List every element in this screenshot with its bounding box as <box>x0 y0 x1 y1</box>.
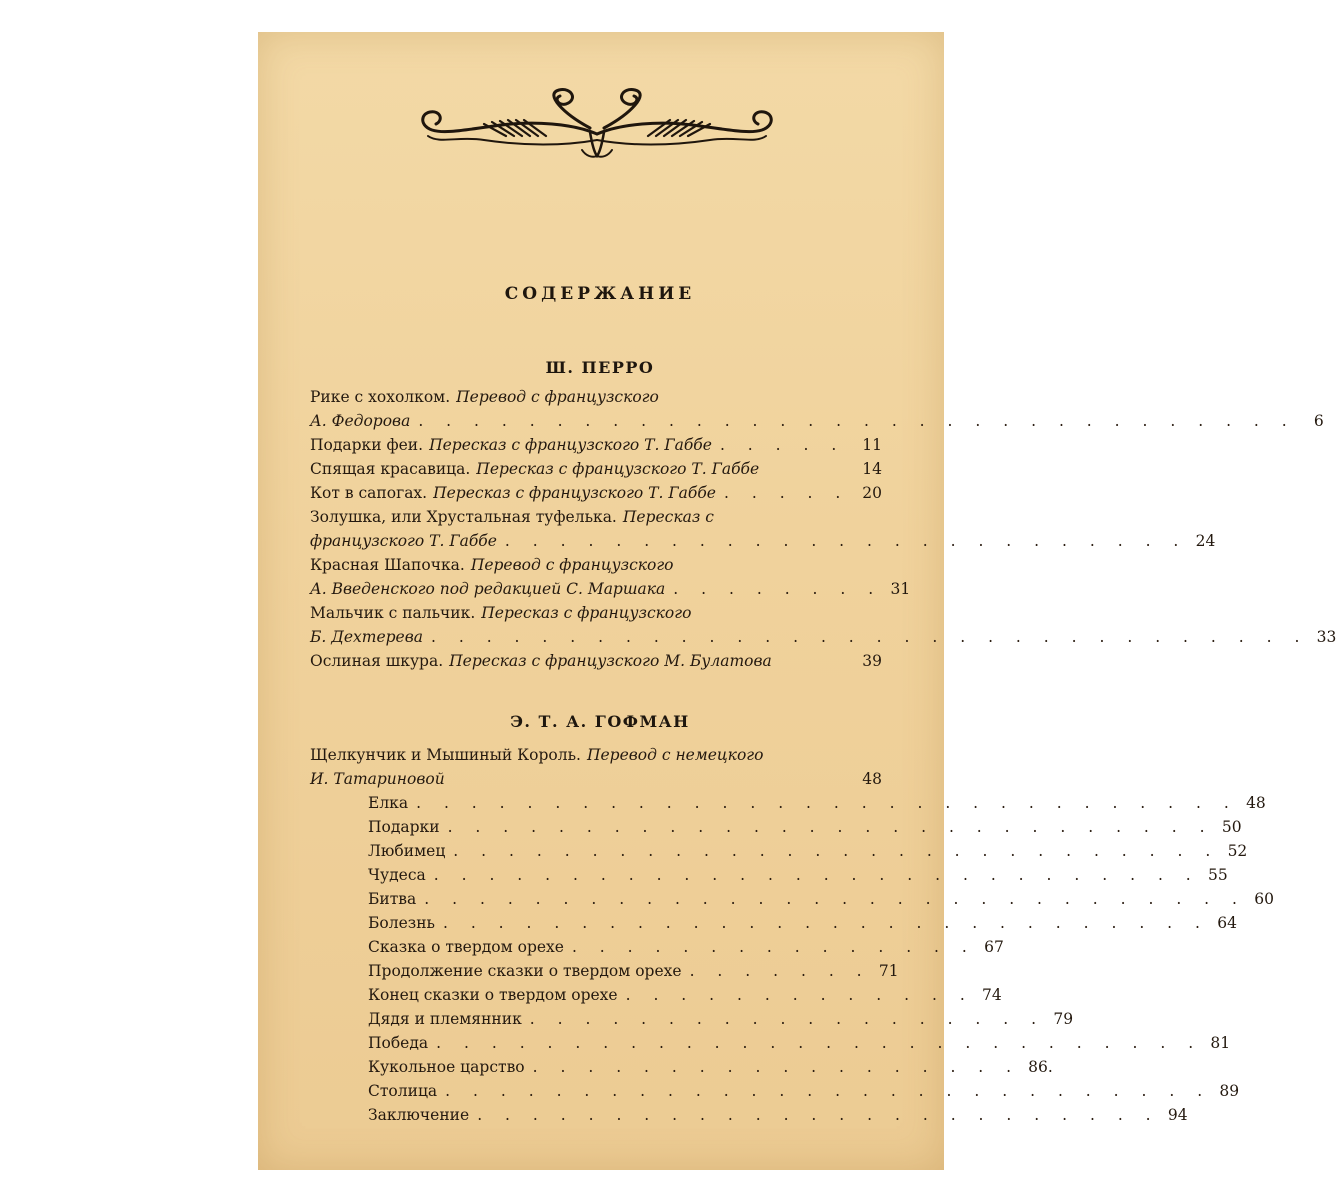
toc-chapter-page: 81 <box>1210 1034 1231 1052</box>
toc-chapter-title: Кукольное царство <box>368 1058 525 1076</box>
toc-chapter-title: Сказка о твердом орехе <box>368 938 564 956</box>
toc-chapter <box>368 1008 1074 1030</box>
page-title: СОДЕРЖАНИЕ <box>504 284 696 304</box>
toc-entry-page: 24 <box>1195 532 1216 550</box>
toc-chapter-page: 74 <box>982 986 1002 1004</box>
toc-entry <box>310 768 882 790</box>
toc-entry-page: 33 <box>1316 628 1336 646</box>
dot-leader: . . . . . . . . . . . . . . . . . . . . . . . . . . . . . . <box>424 890 1246 908</box>
toc-entry-title: Ослиная шкура. <box>310 652 444 670</box>
toc-entry <box>310 626 1336 648</box>
dot-leader: . . . . . . . . . . . . . . . . . . . . . . . . . . . . <box>442 914 1209 932</box>
toc-chapter-page: 79 <box>1053 1010 1074 1028</box>
toc-chapter <box>368 888 1274 910</box>
toc-chapter <box>368 960 899 982</box>
toc-chapter-title: Елка <box>368 794 409 812</box>
toc-chapter-page: 48 <box>1246 794 1266 812</box>
toc-entry-credit: И. Татариновой <box>310 770 445 788</box>
dot-leader: . . . . . <box>719 436 846 454</box>
toc-chapter-title: Битва <box>368 890 417 908</box>
toc-chapter-page: 71 <box>878 962 899 980</box>
toc-chapter-page: 52 <box>1227 842 1248 860</box>
toc-chapter <box>368 912 1237 934</box>
toc-chapter-page: 94 <box>1167 1106 1188 1124</box>
dot-leader: . . . . . . . . . . . . . . . . . . . . . . . . . <box>504 532 1188 550</box>
toc-entry <box>310 386 882 408</box>
dot-leader: . . . . . . . . . . . . . . . . . . . <box>529 1010 1046 1028</box>
toc-chapter-title: Любимец <box>368 842 446 860</box>
toc-entry-title: Мальчик с пальчик. <box>310 604 476 622</box>
dot-leader: . . . . . . . . . . . . . . . . . . <box>532 1058 1021 1076</box>
toc-chapter <box>368 816 1242 838</box>
toc-chapter-page: 50 <box>1221 818 1242 836</box>
toc-entry-page: 48 <box>862 770 882 788</box>
dot-leader: . . . . . . . <box>689 962 871 980</box>
toc-entry-page: 39 <box>862 652 882 670</box>
toc-entry <box>310 434 882 456</box>
toc-chapter-page: 89 <box>1219 1082 1240 1100</box>
toc-entry-credit: Пересказ с французского Т. Габбе <box>476 460 760 478</box>
toc-entry-title: Рике с хохолком. <box>310 388 451 406</box>
toc-entry <box>310 554 882 576</box>
toc-entry-page: 31 <box>890 580 911 598</box>
dot-leader: . . . . . . . . . . . . . . . . . . . . . . . . . . . . <box>433 866 1200 884</box>
toc-chapter-title: Столица <box>368 1082 438 1100</box>
dot-leader: . . . . . . . . . . . . . . . . . . . . . . . . . . . . <box>453 842 1220 860</box>
dot-leader: . . . . . . . . . . . . . . . . . . . . . . . . . . . . . . . . <box>431 628 1309 646</box>
toc-entry-credit: Пересказ с французского Т. Габбе <box>433 484 716 502</box>
section-heading-hoffmann: Э. Т. А. ГОФМАН <box>510 712 690 731</box>
dot-leader: . . . . . . . . . . . . . . . . . . . . . . . . . . . . <box>445 1082 1212 1100</box>
dot-leader: . . . . . . . . . . . . . . . . . . . . . . . . . . . . <box>436 1034 1203 1052</box>
dot-leader: . . . . . . . . . . . . . . . <box>571 938 976 956</box>
dot-leader: . . . . . . . . . . . . . . . . . . . . . . . . . <box>477 1106 1160 1124</box>
toc-chapter-title: Болезнь <box>368 914 435 932</box>
toc-chapter <box>368 984 1002 1006</box>
toc-entry <box>310 482 882 504</box>
toc-chapter-page: 64 <box>1217 914 1237 932</box>
dot-leader: . . . . . . . . . . . . . . . . . . . . . . . . . . . . <box>447 818 1214 836</box>
toc-entry-credit: французского Т. Габбе <box>310 532 497 550</box>
toc-chapter-title: Дядя и племянник <box>368 1010 522 1028</box>
toc-chapter-title: Чудеса <box>368 866 426 884</box>
toc-entry-page: 20 <box>862 484 882 502</box>
section-heading-perrault: Ш. ПЕРРО <box>545 358 655 377</box>
toc-entry-page: 11 <box>862 436 882 454</box>
toc-entry-credit: Пересказ с французского М. Булатова <box>449 652 772 670</box>
toc-entry-credit: Пересказ с <box>622 508 714 526</box>
toc-chapter-page: 67 <box>984 938 1004 956</box>
toc-entry-credit: Перевод с немецкого <box>586 746 764 764</box>
toc-entry-page: 6 <box>1313 412 1324 430</box>
toc-entry <box>310 578 911 600</box>
toc-chapter-title: Победа <box>368 1034 429 1052</box>
toc-entry-title: Кот в сапогах. <box>310 484 428 502</box>
toc-entry <box>310 744 882 766</box>
toc-chapter <box>368 792 1266 814</box>
toc-chapter-title: Заключение <box>368 1106 470 1124</box>
toc-entry-credit: А. Федорова <box>310 412 411 430</box>
toc-entry <box>310 530 1216 552</box>
toc-chapter-page: 60 <box>1254 890 1274 908</box>
dot-leader: . . . . . . . . . . . . . <box>625 986 974 1004</box>
toc-entry-credit: Перевод с французского <box>470 556 674 574</box>
dot-leader: . . . . . . . . . . . . . . . . . . . . . . . . . . . . . . <box>416 794 1238 812</box>
toc-chapter <box>368 1104 1188 1126</box>
toc-entry-credit: Пересказ с французского <box>481 604 692 622</box>
dot-leader: . . . . . <box>723 484 850 502</box>
toc-entry <box>310 650 882 672</box>
toc-entry-title: Красная Шапочка. <box>310 556 465 574</box>
toc-entry-title: Золушка, или Хрустальная туфелька. <box>310 508 617 526</box>
toc-chapter-page: 55 <box>1208 866 1228 884</box>
toc-entry <box>310 410 1324 432</box>
toc-entry-credit: Перевод с французского <box>456 388 659 406</box>
toc-entry-page: 14 <box>862 460 882 478</box>
toc-entry-credit: А. Введенского под редакцией С. Маршака <box>310 580 666 598</box>
toc-chapter-title: Подарки <box>368 818 440 836</box>
toc-entry-credit: Б. Дехтерева <box>310 628 423 646</box>
toc-chapter <box>368 1080 1240 1102</box>
toc-entry <box>310 458 882 480</box>
toc-entry-title: Спящая красавица. <box>310 460 471 478</box>
toc-entry <box>310 506 882 528</box>
decorative-flourish-icon <box>414 84 780 162</box>
toc-chapter <box>368 1056 1053 1078</box>
toc-chapter <box>368 936 1004 958</box>
toc-chapter <box>368 864 1228 886</box>
toc-chapter <box>368 840 1248 862</box>
toc-chapter-page: 86. <box>1028 1058 1053 1076</box>
toc-entry-title: Подарки феи. <box>310 436 424 454</box>
toc-chapter-title: Продолжение сказки о твердом орехе <box>368 962 682 980</box>
toc-entry-title: Щелкунчик и Мышиный Король. <box>310 746 581 764</box>
dot-leader: . . . . . . . . <box>673 580 883 598</box>
toc-chapter <box>368 1032 1231 1054</box>
toc-entry-credit: Пересказ с французского Т. Габбе <box>429 436 712 454</box>
toc-chapter-title: Конец сказки о твердом орехе <box>368 986 618 1004</box>
toc-entry <box>310 602 882 624</box>
dot-leader: . . . . . . . . . . . . . . . . . . . . . . . . . . . . . . . . <box>418 412 1296 430</box>
